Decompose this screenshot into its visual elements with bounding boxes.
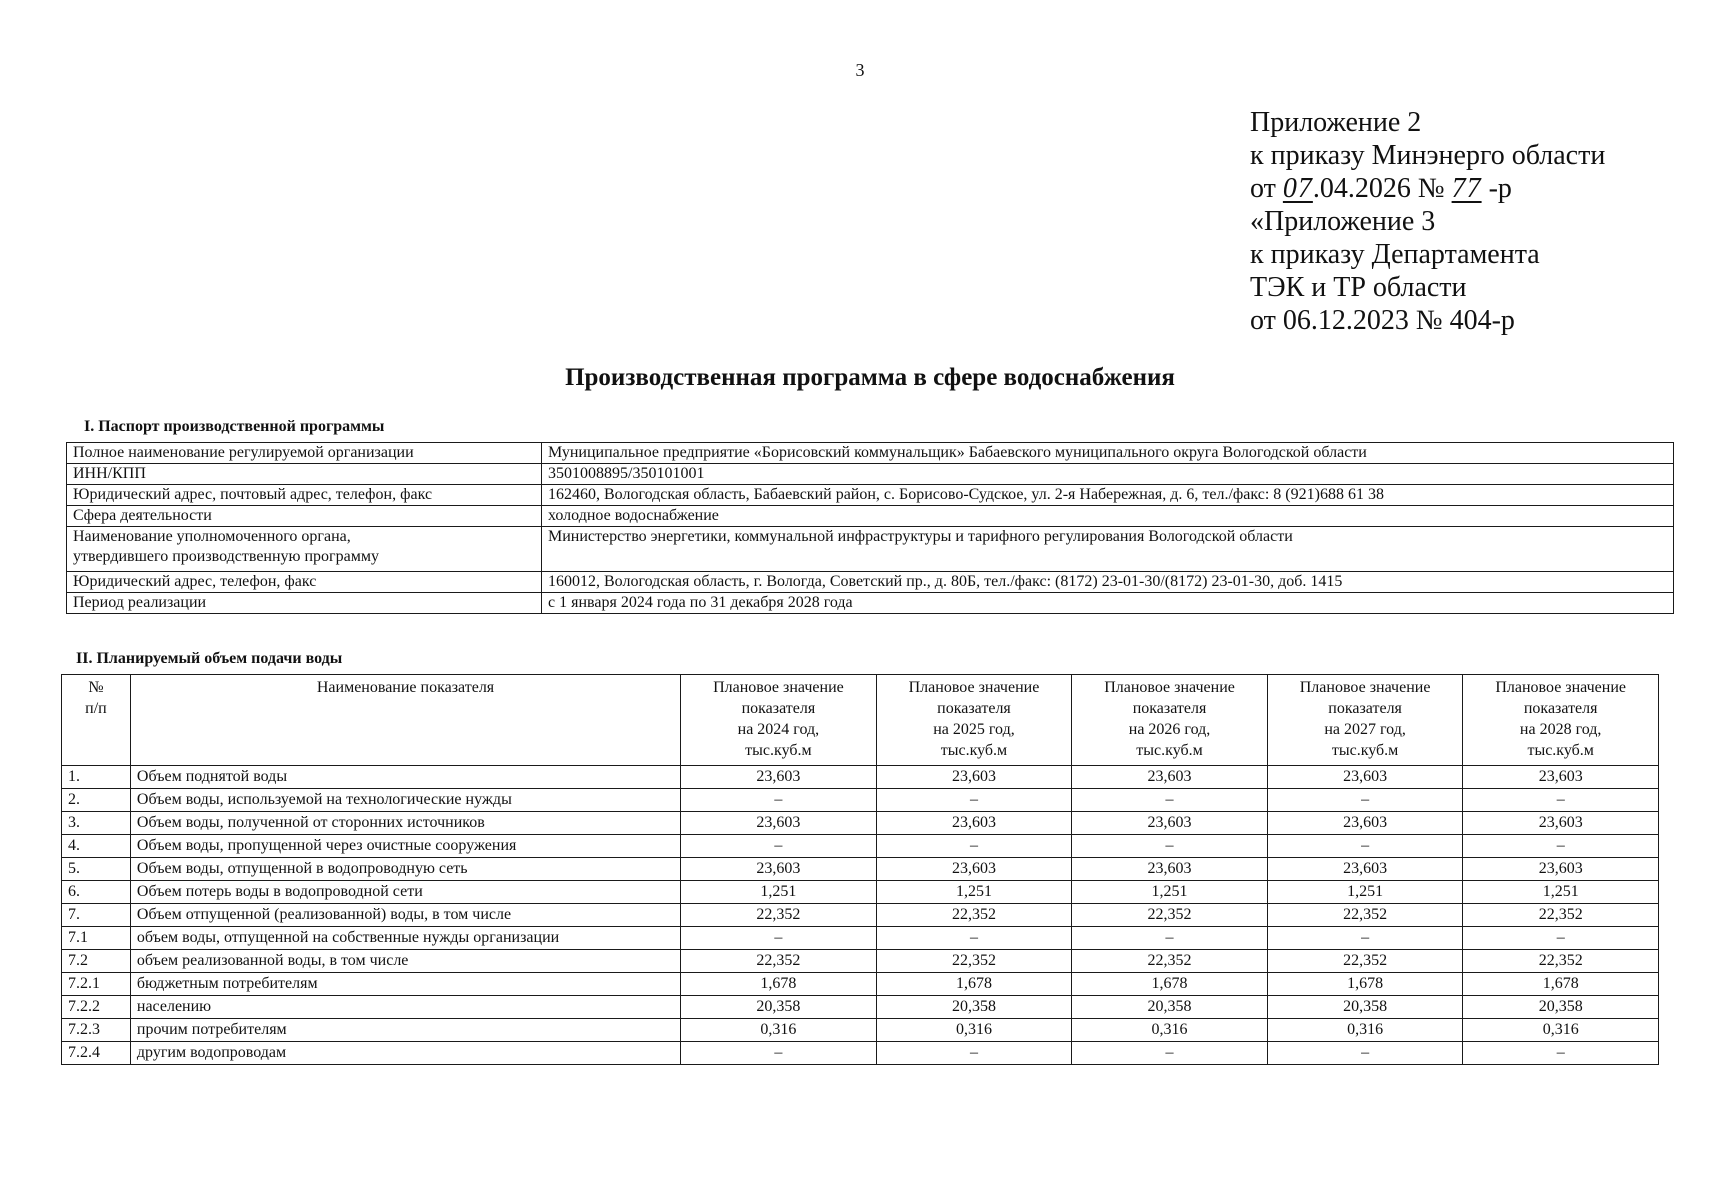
row-indicator-name: объем воды, отпущенной на собственные нужды организации <box>130 927 680 950</box>
row-number: 4. <box>62 835 131 858</box>
row-number: 7.2.2 <box>62 996 131 1019</box>
table-row <box>62 973 1659 996</box>
row-number: 7.2 <box>62 950 131 973</box>
row-value: 20,358 <box>1267 996 1463 1019</box>
handwritten-order-number: 77 <box>1451 173 1482 204</box>
row-value: – <box>1267 1042 1463 1065</box>
row-number: 2. <box>62 789 131 812</box>
row-value: 0,316 <box>876 1019 1072 1042</box>
appendix-line-5: к приказу Департамента <box>1250 239 1540 270</box>
header-line: Плановое значение <box>1104 679 1235 696</box>
appendix-date-middle: .04.2026 № <box>1312 173 1452 204</box>
appendix-line-1: Приложение 2 <box>1250 107 1422 138</box>
row-value: 22,352 <box>681 904 877 927</box>
row-value: – <box>1463 927 1659 950</box>
volume-table <box>61 674 1659 1065</box>
table-row <box>62 858 1659 881</box>
row-value: 1,678 <box>876 973 1072 996</box>
header-line: Плановое значение <box>713 679 844 696</box>
row-value: 22,352 <box>1267 904 1463 927</box>
appendix-line-6: ТЭК и ТР области <box>1250 272 1467 303</box>
row-value: 22,352 <box>876 904 1072 927</box>
handwritten-day: 07 <box>1282 173 1313 204</box>
row-value: 1,678 <box>1463 973 1659 996</box>
row-value: 23,603 <box>876 858 1072 881</box>
row-value: – <box>1463 1042 1659 1065</box>
header-year-2025 <box>876 675 1072 766</box>
row-indicator-name: бюджетным потребителям <box>130 973 680 996</box>
passport-value: холодное водоснабжение <box>542 506 1674 527</box>
row-value: 22,352 <box>1463 950 1659 973</box>
row-value: 1,251 <box>876 881 1072 904</box>
row-value: 0,316 <box>1463 1019 1659 1042</box>
header-line: тыс.куб.м <box>1136 742 1203 759</box>
header-line: показателя <box>741 700 816 717</box>
row-indicator-name: Объем отпущенной (реализованной) воды, в том числе <box>130 904 680 927</box>
row-value: – <box>1072 927 1268 950</box>
appendix-block <box>1250 106 1605 337</box>
table-row <box>62 812 1659 835</box>
row-value: 1,678 <box>1072 973 1268 996</box>
row-value: 23,603 <box>681 812 877 835</box>
header-line: показателя <box>1523 700 1598 717</box>
header-year-2026 <box>1072 675 1268 766</box>
header-year-2028 <box>1463 675 1659 766</box>
header-line: показателя <box>937 700 1011 717</box>
row-value: 23,603 <box>1463 812 1659 835</box>
row-value: – <box>876 927 1072 950</box>
row-number: 7. <box>62 904 131 927</box>
row-value: 20,358 <box>1463 996 1659 1019</box>
passport-value: Муниципальное предприятие «Борисовский коммунальщик» Бабаевского муниципального округа Вологодской области <box>542 443 1674 464</box>
row-value: 0,316 <box>1072 1019 1268 1042</box>
header-line: тыс.куб.м <box>940 742 1008 759</box>
header-num-line-2: п/п <box>85 700 107 717</box>
row-value: 1,251 <box>681 881 877 904</box>
passport-label: Юридический адрес, телефон, факс <box>67 572 542 593</box>
passport-row <box>67 527 1674 572</box>
volume-heading: II. Планируемый объем подачи воды <box>76 650 343 667</box>
row-indicator-name: Объем воды, отпущенной в водопроводную сеть <box>130 858 680 881</box>
header-line: на 2026 год, <box>1128 721 1211 738</box>
passport-value: с 1 января 2024 года по 31 декабря 2028 года <box>542 593 1674 614</box>
row-value: 23,603 <box>1267 812 1463 835</box>
row-value: 23,603 <box>1072 766 1268 789</box>
header-line: на 2025 год, <box>933 721 1015 738</box>
row-value: 23,603 <box>1072 812 1268 835</box>
header-year-2024 <box>681 675 877 766</box>
row-indicator-name: прочим потребителям <box>130 1019 680 1042</box>
row-value: 23,603 <box>1072 858 1268 881</box>
passport-label-line-1: Наименование уполномоченного органа, <box>73 528 351 545</box>
volume-header-row <box>62 675 1659 766</box>
table-row <box>62 881 1659 904</box>
appendix-line-4: «Приложение 3 <box>1250 206 1436 237</box>
header-line: показателя <box>1328 700 1402 717</box>
header-num-line-1: № <box>88 679 104 696</box>
row-value: 23,603 <box>1463 858 1659 881</box>
row-indicator-name: Объем потерь воды в водопроводной сети <box>130 881 680 904</box>
row-value: – <box>681 789 877 812</box>
row-indicator-name: Объем воды, полученной от сторонних источников <box>130 812 680 835</box>
header-line: тыс.куб.м <box>1331 742 1399 759</box>
row-value: 23,603 <box>681 766 877 789</box>
passport-label <box>67 527 542 572</box>
row-number: 6. <box>62 881 131 904</box>
header-line: Плановое значение <box>1299 679 1431 696</box>
header-line: на 2024 год, <box>737 721 820 738</box>
appendix-line-3 <box>1250 172 1605 205</box>
header-line: Плановое значение <box>1495 679 1627 696</box>
row-value: 22,352 <box>1463 904 1659 927</box>
table-row <box>62 1042 1659 1065</box>
passport-value: Министерство энергетики, коммунальной инфраструктуры и тарифного регулирования Вологодской области <box>542 527 1674 572</box>
table-row <box>62 835 1659 858</box>
row-value: 23,603 <box>1267 858 1463 881</box>
row-value: 22,352 <box>1072 904 1268 927</box>
appendix-line-7: от 06.12.2023 № 404-р <box>1250 305 1515 336</box>
row-number: 7.1 <box>62 927 131 950</box>
table-row <box>62 904 1659 927</box>
row-number: 7.2.3 <box>62 1019 131 1042</box>
header-year-2027 <box>1267 675 1463 766</box>
row-indicator-name: объем реализованной воды, в том числе <box>130 950 680 973</box>
table-row <box>62 789 1659 812</box>
row-value: 22,352 <box>1267 950 1463 973</box>
row-indicator-name: другим водопроводам <box>130 1042 680 1065</box>
row-value: – <box>681 927 877 950</box>
passport-value: 162460, Вологодская область, Бабаевский район, с. Борисово-Судское, ул. 2-я Набережная, д. 6, тел./факс: 8 (921)688 61 38 <box>542 485 1674 506</box>
passport-label: Юридический адрес, почтовый адрес, телефон, факс <box>67 485 542 506</box>
row-value: – <box>876 1042 1072 1065</box>
row-value: 23,603 <box>681 858 877 881</box>
row-value: 22,352 <box>681 950 877 973</box>
passport-row <box>67 572 1674 593</box>
passport-row <box>67 485 1674 506</box>
row-value: – <box>1072 789 1268 812</box>
row-value: 23,603 <box>876 812 1072 835</box>
table-row <box>62 996 1659 1019</box>
row-value: 1,251 <box>1267 881 1463 904</box>
table-row <box>62 766 1659 789</box>
row-value: 23,603 <box>1267 766 1463 789</box>
row-number: 1. <box>62 766 131 789</box>
header-name: Наименование показателя <box>130 675 680 766</box>
row-number: 5. <box>62 858 131 881</box>
row-value: – <box>681 1042 877 1065</box>
row-value: 1,678 <box>1267 973 1463 996</box>
passport-label-line-2: утвердившего производственную программу <box>73 548 379 565</box>
row-value: 20,358 <box>876 996 1072 1019</box>
passport-value: 160012, Вологодская область, г. Вологда, Советский пр., д. 80Б, тел./факс: (8172) 23-01-30/(8172) 23-01-30, доб. 1415 <box>542 572 1674 593</box>
row-value: 1,251 <box>1072 881 1268 904</box>
header-num <box>62 675 131 766</box>
row-value: – <box>876 789 1072 812</box>
row-value: 20,358 <box>1072 996 1268 1019</box>
table-row <box>62 950 1659 973</box>
header-line: тыс.куб.м <box>1527 742 1594 759</box>
passport-row <box>67 593 1674 614</box>
table-row <box>62 927 1659 950</box>
row-number: 3. <box>62 812 131 835</box>
passport-value: 3501008895/350101001 <box>542 464 1674 485</box>
row-number: 7.2.1 <box>62 973 131 996</box>
row-value: 22,352 <box>1072 950 1268 973</box>
passport-label: Период реализации <box>67 593 542 614</box>
header-line: Плановое значение <box>908 679 1040 696</box>
row-value: – <box>1072 1042 1268 1065</box>
row-value: 0,316 <box>681 1019 877 1042</box>
appendix-date-suffix: -р <box>1481 173 1512 204</box>
row-indicator-name: Объем воды, пропущенной через очистные сооружения <box>130 835 680 858</box>
row-value: – <box>876 835 1072 858</box>
passport-label: Полное наименование регулируемой организации <box>67 443 542 464</box>
header-line: показателя <box>1132 700 1207 717</box>
row-indicator-name: Объем воды, используемой на технологические нужды <box>130 789 680 812</box>
passport-row <box>67 464 1674 485</box>
document-title: Производственная программа в сфере водоснабжения <box>565 364 1175 391</box>
row-value: – <box>1072 835 1268 858</box>
row-value: 20,358 <box>681 996 877 1019</box>
row-value: – <box>1267 835 1463 858</box>
row-number: 7.2.4 <box>62 1042 131 1065</box>
row-value: – <box>681 835 877 858</box>
row-value: – <box>1267 789 1463 812</box>
row-indicator-name: Объем поднятой воды <box>130 766 680 789</box>
volume-body <box>62 766 1659 1065</box>
row-indicator-name: населению <box>130 996 680 1019</box>
row-value: 22,352 <box>876 950 1072 973</box>
row-value: 23,603 <box>1463 766 1659 789</box>
passport-row <box>67 506 1674 527</box>
header-line: на 2027 год, <box>1324 721 1406 738</box>
page-number: 3 <box>855 60 865 80</box>
header-line: на 2028 год, <box>1519 721 1602 738</box>
passport-label: Сфера деятельности <box>67 506 542 527</box>
header-line: тыс.куб.м <box>745 742 812 759</box>
passport-table <box>66 442 1674 614</box>
appendix-line-2: к приказу Минэнерго области <box>1250 140 1606 171</box>
row-value: 23,603 <box>876 766 1072 789</box>
passport-label: ИНН/КПП <box>67 464 542 485</box>
row-value: – <box>1267 927 1463 950</box>
row-value: – <box>1463 789 1659 812</box>
table-row <box>62 1019 1659 1042</box>
appendix-date-prefix: от <box>1250 173 1283 204</box>
row-value: 0,316 <box>1267 1019 1463 1042</box>
row-value: – <box>1463 835 1659 858</box>
row-value: 1,678 <box>681 973 877 996</box>
passport-row <box>67 443 1674 464</box>
passport-heading: I. Паспорт производственной программы <box>84 418 385 435</box>
row-value: 1,251 <box>1463 881 1659 904</box>
